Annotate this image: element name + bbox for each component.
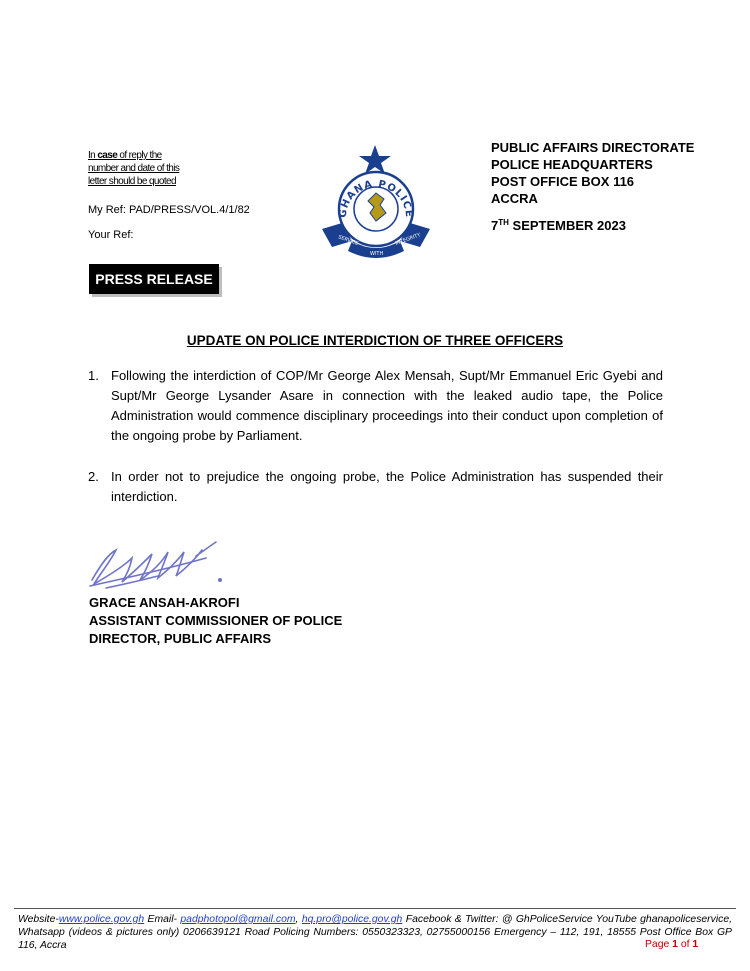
footer-contact: Website-www.police.gov.gh Email- padphotopol@gmail.com, hq.pro@police.gov.gh Facebook & Twitter: @ GhPoliceService YouTube ghanapoliceservice, Whatsapp (videos & pictures only) 0206639121 Road Policing Numbers: 0550323323, 02755000156 Emergency – 112, 191, 18555 Post Office Box GP 116, Accra (18, 914, 732, 951)
signatory-office: DIRECTOR, PUBLIC AFFAIRS (89, 631, 272, 646)
release-heading: UPDATE ON POLICE INTERDICTION OF THREE OFFICERS (186, 333, 564, 348)
ghana-police-crest-icon (318, 143, 433, 263)
footer-divider (14, 908, 736, 909)
crest-eagle (368, 193, 386, 221)
website-link[interactable]: www.police.gov.gh (58, 914, 145, 925)
svg-text:INTEGRITY: INTEGRITY (394, 232, 422, 247)
my-reference: My Ref: PAD/PRESS/VOL.4/1/82 (88, 204, 250, 216)
reply-instruction: In case of reply the number and date of this letter should be quoted (88, 150, 180, 187)
svg-text:SERVICE: SERVICE (337, 234, 360, 248)
svg-text:WITH: WITH (370, 251, 384, 257)
page-number: Page 1 of 1 (645, 939, 699, 950)
crest-star (359, 145, 391, 174)
signatory (89, 594, 342, 648)
signatory-name: GRACE ANSAH-AKROFI (89, 595, 240, 610)
signature (86, 536, 231, 592)
signatory-rank: ASSISTANT COMMISSIONER OF POLICE (89, 613, 343, 628)
email-link-1[interactable]: padphotopol@gmail.com (180, 914, 296, 925)
paragraph-1: 1. Following the interdiction of COP/Mr George Alex Mensah, Supt/Mr Emmanuel Eric Gyebi and Supt/Mr George Lysander Asare in connection with the leaked audio tape, the Police Administration would commence disciplinary proceedings into their conduct upon completion of the ongoing probe by Parliament. (88, 368, 663, 443)
paragraph-2: 2. In order not to prejudice the ongoing probe, the Police Administration has suspended their interdiction. (88, 469, 663, 504)
email-link-2[interactable]: hq.pro@police.gov.gh (301, 914, 403, 925)
letter-date: 7TH SEPTEMBER 2023 (491, 218, 626, 233)
svg-text:GHANA POLICE: GHANA POLICE (337, 178, 415, 219)
sender-address: PUBLIC AFFAIRS DIRECTORATE POLICE HEADQUARTERS POST OFFICE BOX 116 ACCRA (491, 140, 695, 206)
press-release-label: PRESS RELEASE (89, 264, 219, 294)
your-reference: Your Ref: (88, 229, 134, 241)
